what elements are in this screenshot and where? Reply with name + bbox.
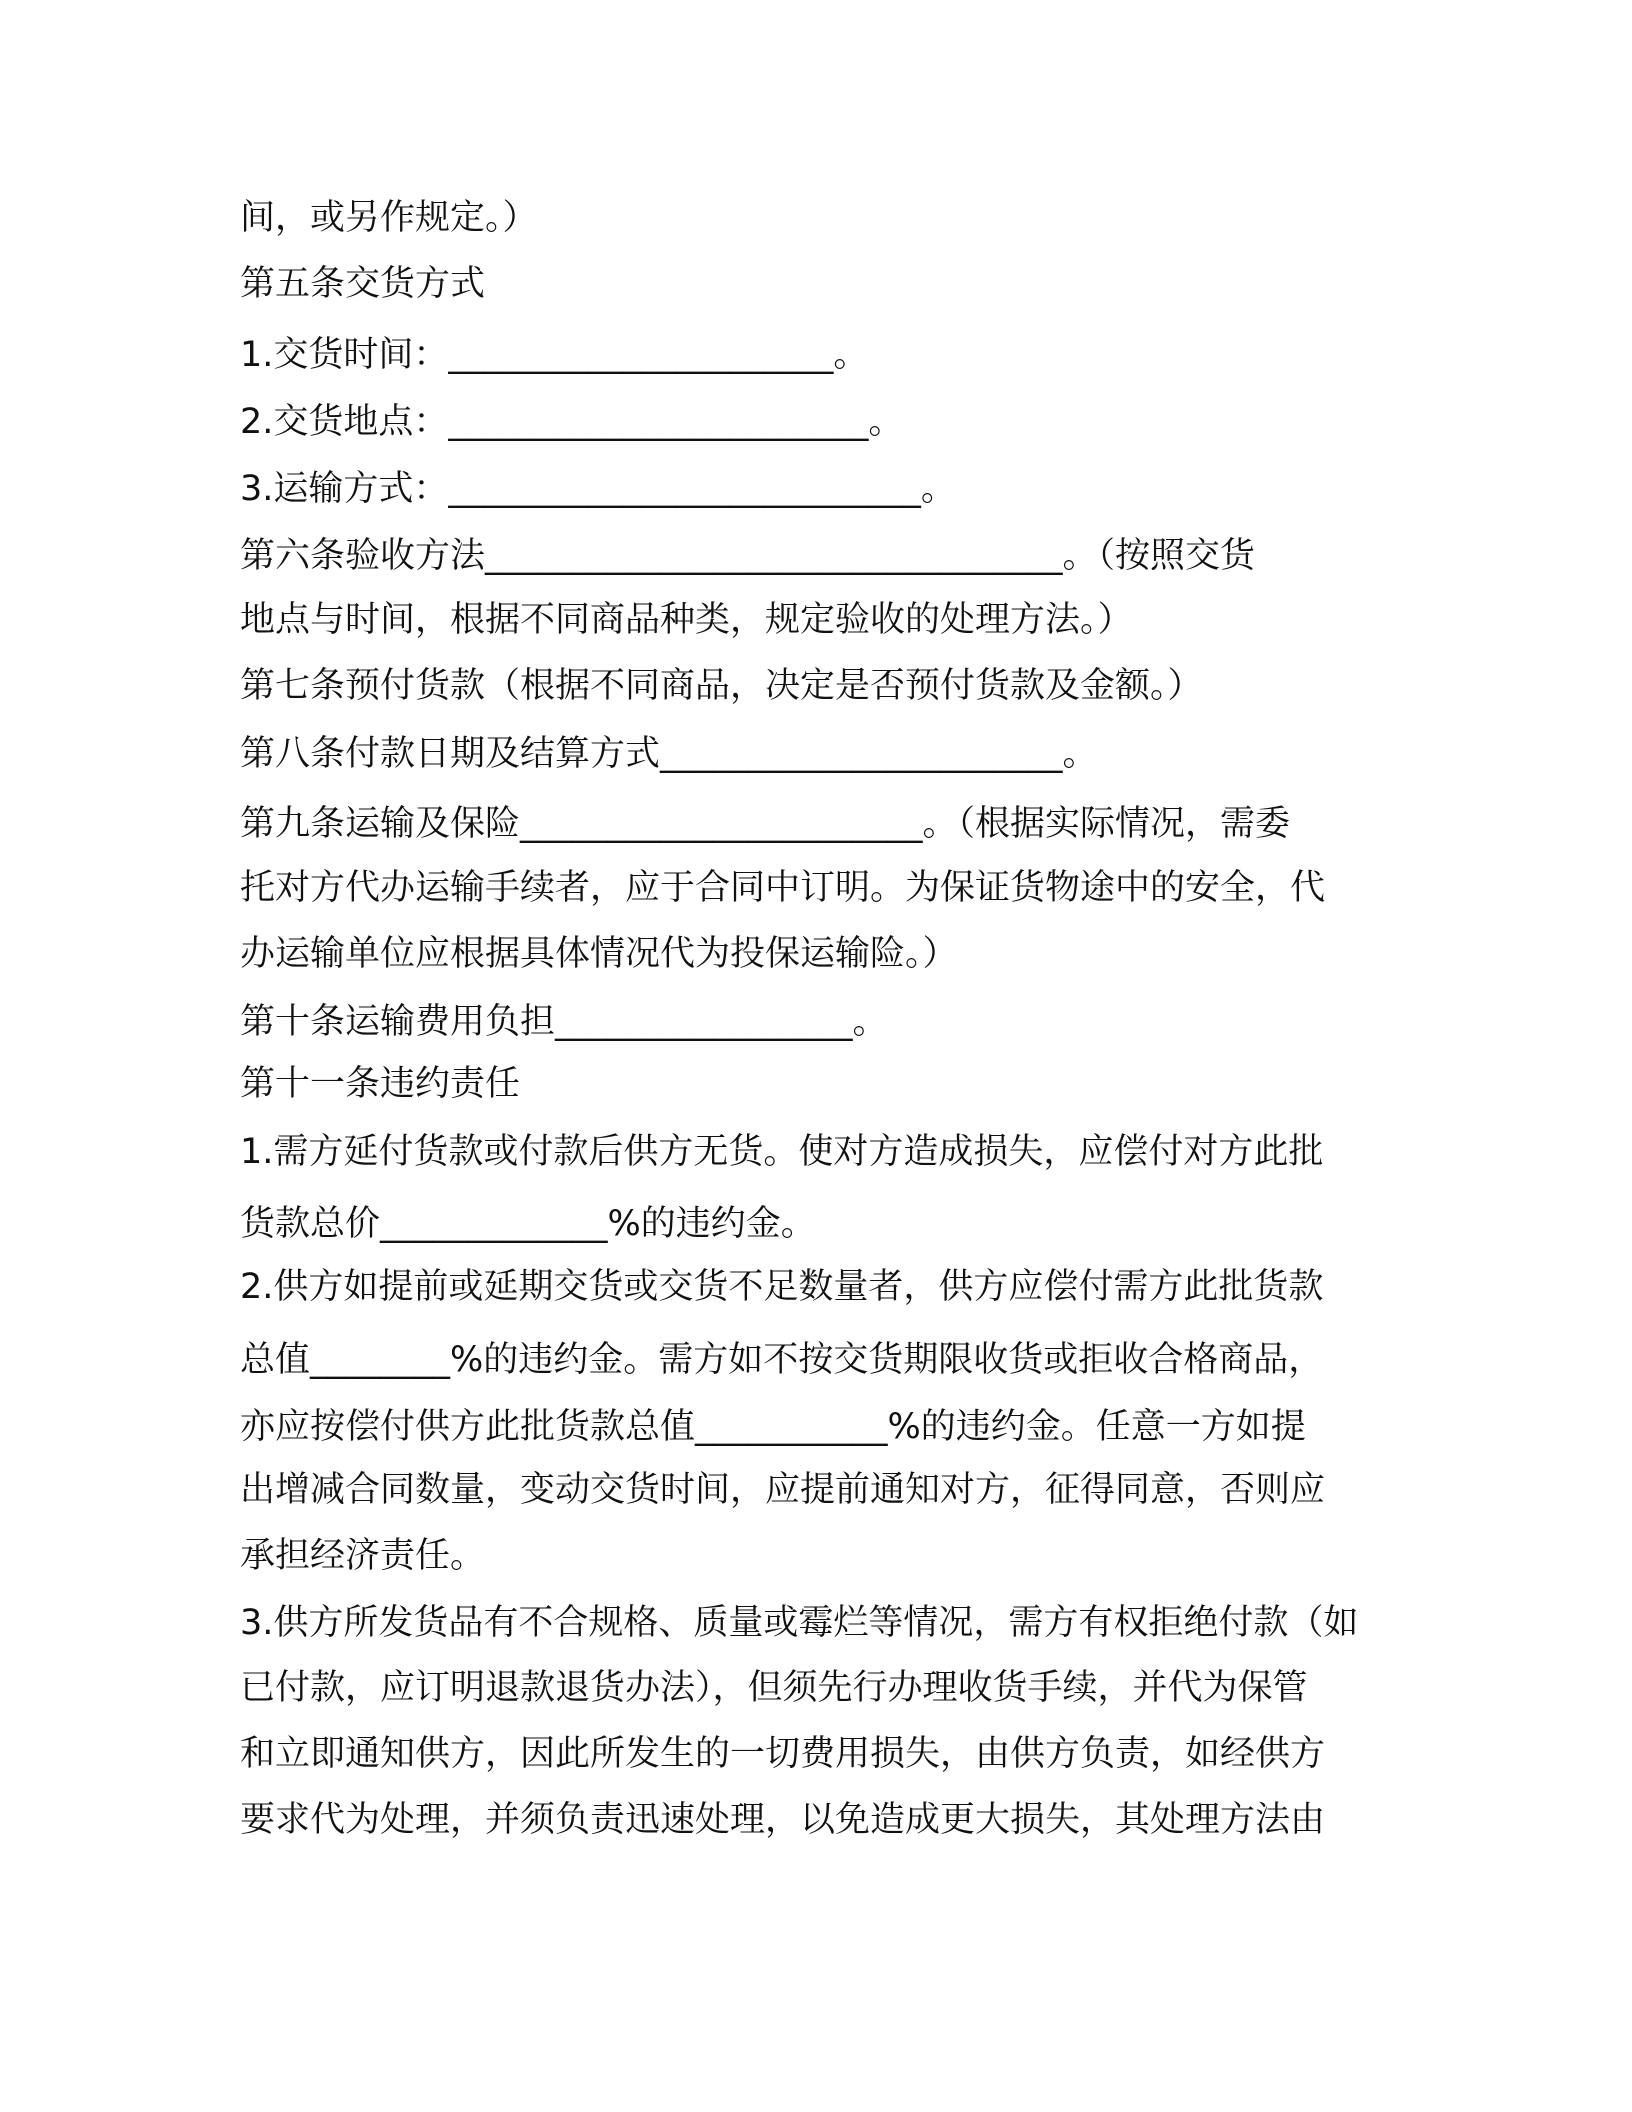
section-heading: 第十一条违约责任 bbox=[240, 1064, 521, 1104]
text-line: 1.需方延付货款或付款后供方无货。使对方造成损失，应偿付对方此批 bbox=[240, 1132, 1324, 1172]
section-heading: 第十条运输费用负担_________________。 bbox=[240, 1002, 888, 1042]
text-line: 1.交货时间：______________________。 bbox=[240, 335, 869, 375]
text-line: 已付款，应订明退款退货办法），但须先行办理收货手续，并代为保管 bbox=[240, 1668, 1308, 1708]
text-line: 2.供方如提前或延期交货或交货不足数量者，供方应偿付需方此批货款 bbox=[240, 1267, 1324, 1307]
text-line: 地点与时间，根据不同商品种类，规定验收的处理方法。） bbox=[240, 600, 1133, 640]
section-heading: 第七条预付货款（根据不同商品，决定是否预付货款及金额。） bbox=[240, 666, 1203, 706]
text-line: 承担经济责任。 bbox=[240, 1536, 486, 1576]
text-line: 总值________%的违约金。需方如不按交货期限收货或拒收合格商品， bbox=[240, 1340, 1324, 1380]
text-line: 和立即通知供方，因此所发生的一切费用损失，由供方负责，如经供方 bbox=[240, 1734, 1326, 1774]
text-line: 货款总价_____________%的违约金。 bbox=[240, 1204, 816, 1244]
text-line: 办运输单位应根据具体情况代为投保运输险。） bbox=[240, 934, 958, 974]
text-line: 出增减合同数量，变动交货时间，应提前通知对方，征得同意，否则应 bbox=[240, 1470, 1326, 1510]
section-heading: 第九条运输及保险_______________________。（根据实际情况，需委 bbox=[240, 804, 1291, 844]
section-heading: 第六条验收方法_________________________________。（按照交货 bbox=[240, 536, 1256, 576]
text-line: 3.供方所发货品有不合规格、质量或霉烂等情况，需方有权拒绝付款（如 bbox=[240, 1603, 1359, 1643]
text-line: 3.运输方式：___________________________。 bbox=[240, 469, 956, 509]
section-heading: 第八条付款日期及结算方式_______________________。 bbox=[240, 734, 1098, 774]
text-line: 间，或另作规定。） bbox=[240, 198, 538, 238]
text-line: 托对方代办运输手续者，应于合同中订明。为保证货物途中的安全，代 bbox=[240, 868, 1326, 908]
section-heading: 第五条交货方式 bbox=[240, 264, 486, 304]
text-line: 2.交货地点：________________________。 bbox=[240, 402, 904, 442]
text-line: 要求代为处理，并须负责迅速处理，以免造成更大损失，其处理方法由 bbox=[240, 1800, 1326, 1840]
text-line: 亦应按偿付供方此批货款总值___________%的违约金。任意一方如提 bbox=[240, 1407, 1306, 1447]
